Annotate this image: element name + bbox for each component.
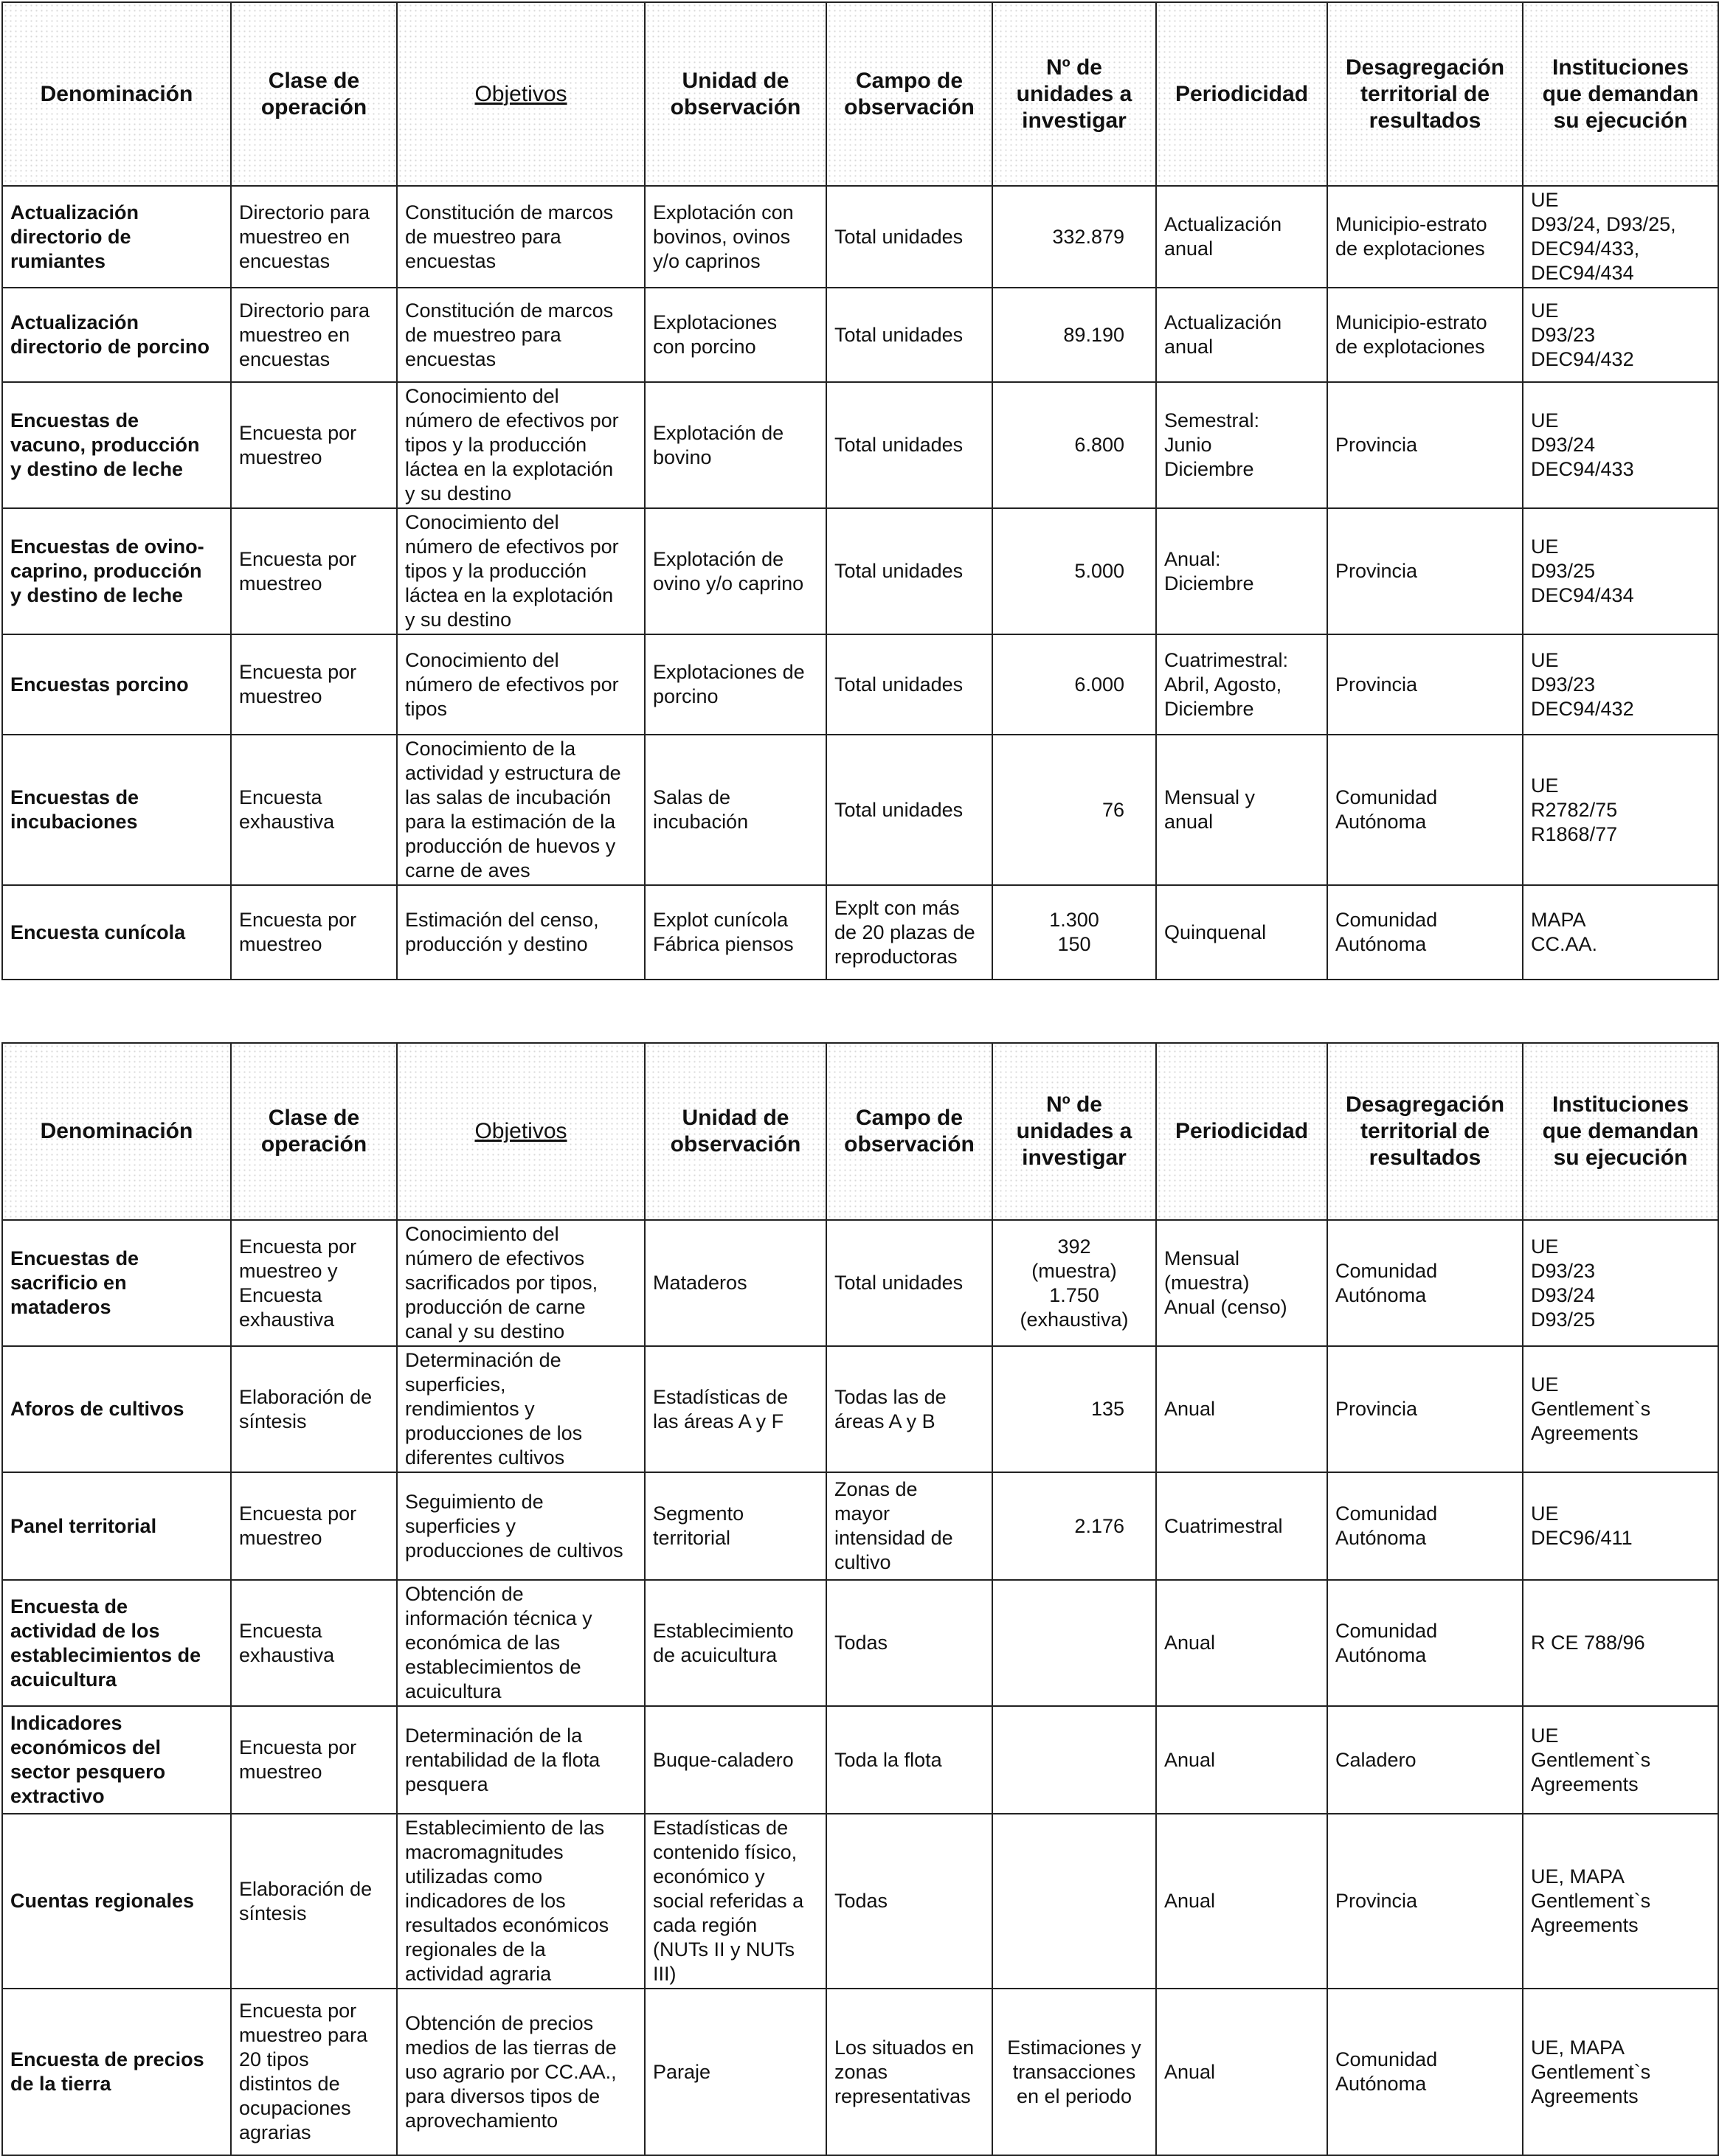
table-row (2, 1472, 1718, 1580)
cell-unidad: Explotación con bovinos, ovinos y/o caprinos (645, 186, 826, 288)
cell-denominacion: Indicadores económicos del sector pesquero extractivo (2, 1706, 231, 1814)
cell-campo: Todas (826, 1580, 992, 1706)
cell-clase: Encuesta por muestreo (231, 885, 397, 980)
header-clase: Clase de operación (231, 2, 397, 186)
cell-periodicidad: Actualización anual (1156, 288, 1327, 382)
cell-objetivos: Conocimiento del número de efectivos sacrificados por tipos, producción de carne canal y su destino (397, 1220, 645, 1346)
header-campo: Campo de observación (826, 1043, 992, 1220)
header-campo: Campo de observación (826, 2, 992, 186)
cell-denominacion: Aforos de cultivos (2, 1346, 231, 1472)
cell-objetivos: Constitución de marcos de muestreo para encuestas (397, 186, 645, 288)
header-unidad: Unidad de observación (645, 2, 826, 186)
cell-unidad: Buque-caladero (645, 1706, 826, 1814)
cell-desagregacion: Comunidad Autónoma (1327, 885, 1523, 980)
cell-instituciones: UE, MAPA Gentlement`s Agreements (1523, 1814, 1718, 1989)
cell-numero (992, 1580, 1156, 1706)
cell-clase: Elaboración de síntesis (231, 1814, 397, 1989)
table-row (2, 1814, 1718, 1989)
cell-periodicidad: Anual: Diciembre (1156, 508, 1327, 634)
cell-unidad: Paraje (645, 1989, 826, 2155)
cell-campo: Total unidades (826, 382, 992, 508)
cell-clase: Encuesta por muestreo (231, 1472, 397, 1580)
header-denominacion: Denominación (2, 1043, 231, 1220)
cell-periodicidad: Mensual (muestra) Anual (censo) (1156, 1220, 1327, 1346)
cell-desagregacion: Caladero (1327, 1706, 1523, 1814)
cell-numero: 76 (992, 735, 1156, 885)
cell-instituciones: MAPA CC.AA. (1523, 885, 1718, 980)
cell-unidad: Explotación de bovino (645, 382, 826, 508)
cell-clase: Encuesta por muestreo (231, 1706, 397, 1814)
cell-numero: 5.000 (992, 508, 1156, 634)
cell-denominacion: Actualización directorio de porcino (2, 288, 231, 382)
header-denominacion: Denominación (2, 2, 231, 186)
cell-unidad: Establecimiento de acuicultura (645, 1580, 826, 1706)
cell-denominacion: Cuentas regionales (2, 1814, 231, 1989)
table-row (2, 1220, 1718, 1346)
cell-unidad: Explotación de ovino y/o caprino (645, 508, 826, 634)
cell-denominacion: Encuesta de actividad de los establecimientos de acuicultura (2, 1580, 231, 1706)
cell-campo: Total unidades (826, 288, 992, 382)
cell-clase: Directorio para muestreo en encuestas (231, 288, 397, 382)
header-objetivos-text: Objetivos (474, 81, 567, 106)
cell-periodicidad: Anual (1156, 1706, 1327, 1814)
table-row (2, 186, 1718, 288)
cell-instituciones: UE D93/23 D93/24 D93/25 (1523, 1220, 1718, 1346)
cell-desagregacion: Comunidad Autónoma (1327, 1580, 1523, 1706)
cell-objetivos: Determinación de superficies, rendimientos y producciones de los diferentes cultivos (397, 1346, 645, 1472)
cell-numero (992, 1814, 1156, 1989)
cell-objetivos: Obtención de información técnica y económica de las establecimientos de acuicultura (397, 1580, 645, 1706)
cell-campo: Todas las de áreas A y B (826, 1346, 992, 1472)
cell-desagregacion: Provincia (1327, 1814, 1523, 1989)
cell-unidad: Segmento territorial (645, 1472, 826, 1580)
cell-denominacion: Encuesta cunícola (2, 885, 231, 980)
cell-instituciones: UE Gentlement`s Agreements (1523, 1706, 1718, 1814)
cell-clase: Directorio para muestreo en encuestas (231, 186, 397, 288)
cell-campo: Zonas de mayor intensidad de cultivo (826, 1472, 992, 1580)
cell-instituciones: UE DEC96/411 (1523, 1472, 1718, 1580)
header-periodicidad: Periodicidad (1156, 1043, 1327, 1220)
cell-campo: Total unidades (826, 186, 992, 288)
header-unidad: Unidad de observación (645, 1043, 826, 1220)
header-periodicidad: Periodicidad (1156, 2, 1327, 186)
cell-unidad: Explotaciones de porcino (645, 634, 826, 735)
cell-objetivos: Estimación del censo, producción y destino (397, 885, 645, 980)
cell-campo: Total unidades (826, 508, 992, 634)
cell-denominacion: Encuestas de incubaciones (2, 735, 231, 885)
cell-objetivos: Conocimiento de la actividad y estructura de las salas de incubación para la estimación de la producción de huevos y carne de aves (397, 735, 645, 885)
header-numero: Nº de unidades a investigar (992, 1043, 1156, 1220)
cell-objetivos: Conocimiento del número de efectivos por tipos (397, 634, 645, 735)
survey-table-2 (1, 1042, 1719, 2156)
cell-desagregacion: Comunidad Autónoma (1327, 1989, 1523, 2155)
table-row (2, 735, 1718, 885)
cell-periodicidad: Quinquenal (1156, 885, 1327, 980)
cell-objetivos: Establecimiento de las macromagnitudes utilizadas como indicadores de los resultados económicos regionales de la actividad agraria (397, 1814, 645, 1989)
header-row (2, 2, 1718, 186)
cell-desagregacion: Municipio-estrato de explotaciones (1327, 186, 1523, 288)
cell-desagregacion: Provincia (1327, 634, 1523, 735)
cell-unidad: Explotaciones con porcino (645, 288, 826, 382)
cell-clase: Encuesta por muestreo y Encuesta exhaustiva (231, 1220, 397, 1346)
cell-unidad: Estadísticas de las áreas A y F (645, 1346, 826, 1472)
cell-periodicidad: Cuatrimestral: Abril, Agosto, Diciembre (1156, 634, 1327, 735)
header-objetivos-text: Objetivos (474, 1119, 567, 1143)
cell-periodicidad: Actualización anual (1156, 186, 1327, 288)
cell-periodicidad: Cuatrimestral (1156, 1472, 1327, 1580)
cell-desagregacion: Comunidad Autónoma (1327, 1220, 1523, 1346)
cell-numero: 6.800 (992, 382, 1156, 508)
survey-table-1 (1, 1, 1719, 980)
cell-desagregacion: Provincia (1327, 382, 1523, 508)
header-desagregacion: Desagregación territorial de resultados (1327, 2, 1523, 186)
cell-periodicidad: Anual (1156, 1346, 1327, 1472)
cell-denominacion: Panel territorial (2, 1472, 231, 1580)
header-desagregacion: Desagregación territorial de resultados (1327, 1043, 1523, 1220)
table-row (2, 1706, 1718, 1814)
cell-periodicidad: Anual (1156, 1580, 1327, 1706)
table-row (2, 1989, 1718, 2155)
header-objetivos (397, 1043, 645, 1220)
cell-desagregacion: Municipio-estrato de explotaciones (1327, 288, 1523, 382)
cell-denominacion: Encuestas de ovino- caprino, producción y destino de leche (2, 508, 231, 634)
cell-instituciones: UE Gentlement`s Agreements (1523, 1346, 1718, 1472)
cell-instituciones: UE R2782/75 R1868/77 (1523, 735, 1718, 885)
cell-desagregacion: Provincia (1327, 1346, 1523, 1472)
cell-clase: Encuesta por muestreo (231, 634, 397, 735)
cell-numero: 1.300 150 (992, 885, 1156, 980)
cell-denominacion: Actualización directorio de rumiantes (2, 186, 231, 288)
cell-campo: Explt con más de 20 plazas de reproductoras (826, 885, 992, 980)
cell-campo: Todas (826, 1814, 992, 1989)
cell-periodicidad: Anual (1156, 1814, 1327, 1989)
header-objetivos (397, 2, 645, 186)
cell-clase: Encuesta por muestreo para 20 tipos distintos de ocupaciones agrarias (231, 1989, 397, 2155)
header-clase: Clase de operación (231, 1043, 397, 1220)
cell-instituciones: UE D93/24, D93/25, DEC94/433, DEC94/434 (1523, 186, 1718, 288)
cell-instituciones: UE, MAPA Gentlement`s Agreements (1523, 1989, 1718, 2155)
table-1-body (2, 186, 1718, 980)
header-instituciones: Instituciones que demandan su ejecución (1523, 1043, 1718, 1220)
cell-unidad: Explot cunícola Fábrica piensos (645, 885, 826, 980)
cell-instituciones: UE D93/23 DEC94/432 (1523, 288, 1718, 382)
cell-campo: Total unidades (826, 634, 992, 735)
cell-objetivos: Constitución de marcos de muestreo para encuestas (397, 288, 645, 382)
cell-unidad: Salas de incubación (645, 735, 826, 885)
cell-campo: Total unidades (826, 735, 992, 885)
cell-periodicidad: Mensual y anual (1156, 735, 1327, 885)
cell-numero: 332.879 (992, 186, 1156, 288)
cell-clase: Elaboración de síntesis (231, 1346, 397, 1472)
cell-clase: Encuesta exhaustiva (231, 735, 397, 885)
table-row (2, 885, 1718, 980)
cell-instituciones: UE D93/25 DEC94/434 (1523, 508, 1718, 634)
cell-unidad: Estadísticas de contenido físico, económico y social referidas a cada región (NUTs II y NUTs III) (645, 1814, 826, 1989)
cell-periodicidad: Anual (1156, 1989, 1327, 2155)
table-row (2, 382, 1718, 508)
cell-instituciones: UE D93/24 DEC94/433 (1523, 382, 1718, 508)
cell-numero: 89.190 (992, 288, 1156, 382)
cell-desagregacion: Provincia (1327, 508, 1523, 634)
cell-instituciones: UE D93/23 DEC94/432 (1523, 634, 1718, 735)
cell-numero: Estimaciones y transacciones en el periodo (992, 1989, 1156, 2155)
cell-campo: Los situados en zonas representativas (826, 1989, 992, 2155)
cell-denominacion: Encuestas porcino (2, 634, 231, 735)
header-instituciones: Instituciones que demandan su ejecución (1523, 2, 1718, 186)
cell-clase: Encuesta por muestreo (231, 508, 397, 634)
cell-clase: Encuesta exhaustiva (231, 1580, 397, 1706)
cell-objetivos: Conocimiento del número de efectivos por tipos y la producción láctea en la explotación y su destino (397, 508, 645, 634)
cell-objetivos: Seguimiento de superficies y producciones de cultivos (397, 1472, 645, 1580)
cell-desagregacion: Comunidad Autónoma (1327, 735, 1523, 885)
header-numero: Nº de unidades a investigar (992, 2, 1156, 186)
cell-numero (992, 1706, 1156, 1814)
cell-numero: 6.000 (992, 634, 1156, 735)
cell-numero: 135 (992, 1346, 1156, 1472)
table-row (2, 1346, 1718, 1472)
cell-objetivos: Conocimiento del número de efectivos por tipos y la producción láctea en la explotación y su destino (397, 382, 645, 508)
table-row (2, 634, 1718, 735)
cell-objetivos: Determinación de la rentabilidad de la flota pesquera (397, 1706, 645, 1814)
cell-campo: Toda la flota (826, 1706, 992, 1814)
cell-objetivos: Obtención de precios medios de las tierras de uso agrario por CC.AA., para diversos tipos de aprovechamiento (397, 1989, 645, 2155)
cell-numero: 2.176 (992, 1472, 1156, 1580)
cell-unidad: Mataderos (645, 1220, 826, 1346)
cell-numero: 392 (muestra) 1.750 (exhaustiva) (992, 1220, 1156, 1346)
cell-desagregacion: Comunidad Autónoma (1327, 1472, 1523, 1580)
table-row (2, 288, 1718, 382)
cell-clase: Encuesta por muestreo (231, 382, 397, 508)
table-row (2, 508, 1718, 634)
cell-instituciones: R CE 788/96 (1523, 1580, 1718, 1706)
table-row (2, 1580, 1718, 1706)
cell-denominacion: Encuesta de precios de la tierra (2, 1989, 231, 2155)
cell-denominacion: Encuestas de vacuno, producción y destino de leche (2, 382, 231, 508)
cell-campo: Total unidades (826, 1220, 992, 1346)
cell-periodicidad: Semestral: Junio Diciembre (1156, 382, 1327, 508)
table-2-body (2, 1220, 1718, 2155)
cell-denominacion: Encuestas de sacrificio en mataderos (2, 1220, 231, 1346)
header-row (2, 1043, 1718, 1220)
